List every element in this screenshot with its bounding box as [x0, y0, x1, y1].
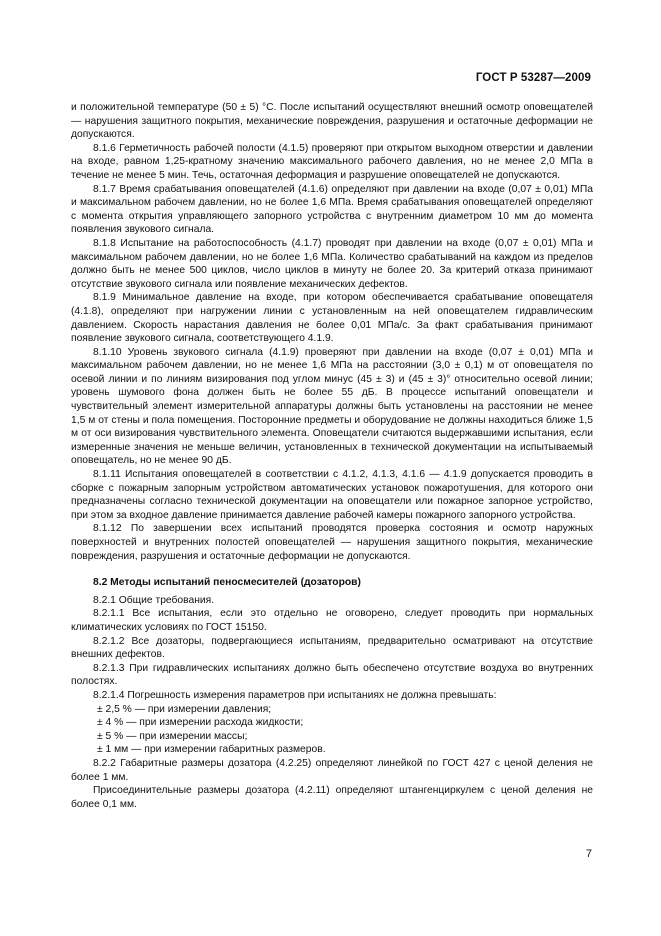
paragraph: 8.1.11 Испытания оповещателей в соответствии с 4.1.2, 4.1.3, 4.1.6 — 4.1.9 допускается проводить в сборке с пожарным запорным устройством автоматических установок пожаротушения, для которого они предназначены согласно технической документации на оповещатели или пожарное запорное устройство, при этом за входное давление принимается давление рабочей камеры пожарного запорного устройства.	[71, 469, 593, 521]
paragraph: и положительной температуре (50 ± 5) °С. После испытаний осуществляют внешний осмотр оповещателей — нарушения защитного покрытия, механические повреждения, разрушения и остаточные деформации не допускаются.	[71, 102, 593, 141]
paragraph: 8.1.6 Герметичность рабочей полости (4.1.5) проверяют при открытом выходном отверстии и давлении на входе, равном 1,25-кратному значению максимального рабочего давления, но не менее 2,0 МПа в течение не менее 5 мин. Течь, остаточная деформация и разрушение оповещателей не допускаются.	[71, 142, 593, 181]
paragraph: 8.2.1 Общие требования.	[93, 594, 215, 606]
paragraph: 8.2.1.3 При гидравлических испытаниях должно быть обеспечено отсутствие воздуха во внутренних полостях.	[71, 662, 593, 688]
paragraph: 8.1.12 По завершении всех испытаний проводятся проверка состояния и осмотр наружных поверхностей и внутренних полостей оповещателей — нарушения защитного покрытия, механические повреждения, разрушения и остаточные деформации не допускаются.	[71, 523, 593, 562]
paragraph: 8.2.1.2 Все дозаторы, подвергающиеся испытаниям, предварительно осматривают на отсутствие внешних дефектов.	[71, 635, 593, 661]
tolerance-item: ± 5 % — при измерении массы;	[97, 730, 248, 742]
paragraph: 8.1.7 Время срабатывания оповещателей (4.1.6) определяют при давлении на входе (0,07 ± 0,01) МПа и максимальном рабочем давлении, но не более 1,6 МПа. Время срабатывания оповещателей определяют с момента открытия управляющего запорного устройства с внутренним диаметром 10 мм до момента появления звукового сигнала.	[71, 183, 593, 236]
tolerance-item: ± 4 % — при измерении расхода жидкости;	[97, 717, 304, 729]
tolerance-item: ± 2,5 % — при измерении давления;	[97, 703, 272, 715]
paragraph: 8.2.2 Габаритные размеры дозатора (4.2.25) определяют линейкой по ГОСТ 427 с ценой деления не более 1 мм.	[71, 757, 593, 783]
document-header: ГОСТ Р 53287—2009	[475, 72, 591, 84]
tolerance-item: ± 1 мм — при измерении габаритных размеров.	[97, 744, 326, 756]
paragraph: 8.2.1.4 Погрешность измерения параметров при испытаниях не должна превышать:	[93, 689, 497, 701]
paragraph: 8.1.9 Минимальное давление на входе, при котором обеспечивается срабатывание оповещателя (4.1.8), определяют при нагружении линии с установленным на ней оповещателем гидравлическим давлением. Скорость нарастания давления не более 0,01 МПа/с. За факт срабатывания принимают появление звукового сигнала, соответствующего 4.1.9.	[71, 292, 593, 345]
section-heading: 8.2 Методы испытаний пеносмесителей (дозаторов)	[93, 577, 361, 589]
paragraph: Присоединительные размеры дозатора (4.2.11) определяют штангенциркулем с ценой деления не более 0,1 мм.	[71, 785, 593, 810]
paragraph: 8.2.1.1 Все испытания, если это отдельно не оговорено, следует проводить при нормальных климатических условиях по ГОСТ 15150.	[71, 608, 593, 633]
paragraph: 8.1.10 Уровень звукового сигнала (4.1.9) проверяют при давлении на входе (0,07 ± 0,01) МПа и максимальном рабочем давлении, но не менее 1,6 МПа на расстоянии (3,0 ± 0,1) м от оповещателя по осевой линии и по линиям визирования под углом минус (45 ± 3) и (45 ± 3)° относительно осевой линии; уровень шумового фона должен быть не более 55 дБ. В процессе испытаний оповещатели и чувствительный элемент измерительной аппаратуры должны быть установлены на расстоянии не менее 1,5 м от стены и пола помещения. Посторонние предметы и оборудование не должны находиться ближе 1,5 м от оси визирования чувствительного элемента. Оповещатели считаются выдержавшими испытания, если измеренные значения не меньше величин, установленных в технической документации на испытываемый оповещатель, но не менее 90 дБ.	[71, 346, 593, 467]
document-body	[71, 101, 593, 811]
paragraph: 8.1.8 Испытание на работоспособность (4.1.7) проводят при давлении на входе (0,07 ± 0,01) МПа и максимальном рабочем давлении, но не более 1,6 МПа. Количество срабатываний на каждом из пределов должно быть не менее 500 циклов, число циклов в минуту не более 20. За критерий отказа принимают отсутствие звукового сигнала или появление механических дефектов.	[71, 237, 593, 290]
page-number: 7	[585, 848, 592, 860]
